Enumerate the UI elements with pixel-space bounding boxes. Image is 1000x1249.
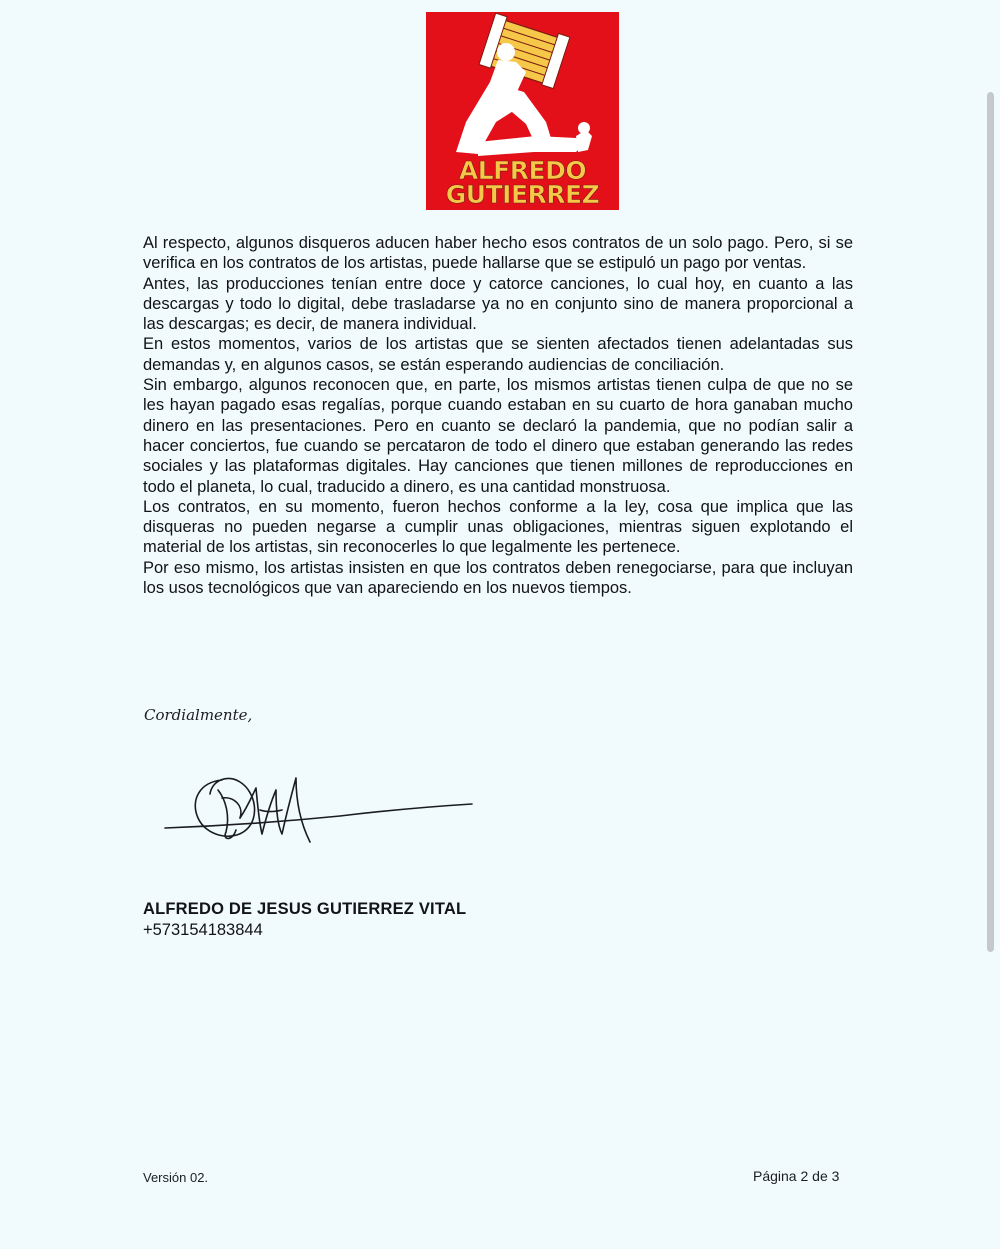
signer-phone: +573154183844 (143, 921, 263, 939)
body-paragraph: Antes, las producciones tenían entre doce y catorce canciones, lo cual hoy, en cuanto a las descargas y todo lo digital, debe trasladarse ya no en conjunto sino de manera proporcional a las descargas; es decir, de manera individual. (143, 274, 853, 334)
body-paragraph: En estos momentos, varios de los artistas que se sienten afectados tienen adelantadas sus demandas y, en algunos casos, se están esperando audiencias de conciliación. (143, 335, 853, 374)
vertical-scrollbar[interactable] (987, 92, 994, 952)
signer-name: ALFREDO DE JESUS GUTIERREZ VITAL (143, 900, 467, 918)
brand-logo (426, 12, 619, 210)
logo-text-line1: ALFREDO (458, 156, 587, 185)
body-paragraph: Sin embargo, algunos reconocen que, en parte, los mismos artistas tienen culpa de que no se les hayan pagado esas regalías, porque cuando estaban en su cuarto de hora ganaban mucho dinero en las presentaciones. Pero en cuanto se declaró la pandemia, que no podían salir a hacer conciertos, fue cuando se percataron de todo el dinero que estaban generando las redes sociales y las plataformas digitales. Hay canciones que tienen millones de reproducciones en todo el planeta, lo cual, traducido a dinero, es una cantidad monstruosa. (143, 376, 853, 496)
document-version: Versión 02. (143, 1170, 209, 1185)
logo-text-line2: GUTIERREZ (445, 180, 600, 209)
page-number: Página 2 de 3 (753, 1168, 840, 1184)
closing-salutation: Cordialmente, (144, 706, 253, 724)
body-paragraph: Al respecto, algunos disqueros aducen haber hecho esos contratos de un solo pago. Pero, si se verifica en los contratos de los artistas, puede hallarse que se estipuló un pago por ventas. (143, 234, 853, 273)
letter-body (143, 233, 853, 598)
body-paragraph: Por eso mismo, los artistas insisten en que los contratos deben renegociarse, para que incluyan los usos tecnológicos que van apareciendo en los nuevos tiempos. (143, 558, 853, 598)
handwritten-signature (160, 760, 480, 860)
body-paragraph: Los contratos, en su momento, fueron hechos conforme a la ley, cosa que implica que las disqueras no pueden negarse a cumplir unas obligaciones, mientras siguen explotando el material de los artistas, sin reconocerles lo que legalmente les pertenece. (143, 497, 853, 557)
